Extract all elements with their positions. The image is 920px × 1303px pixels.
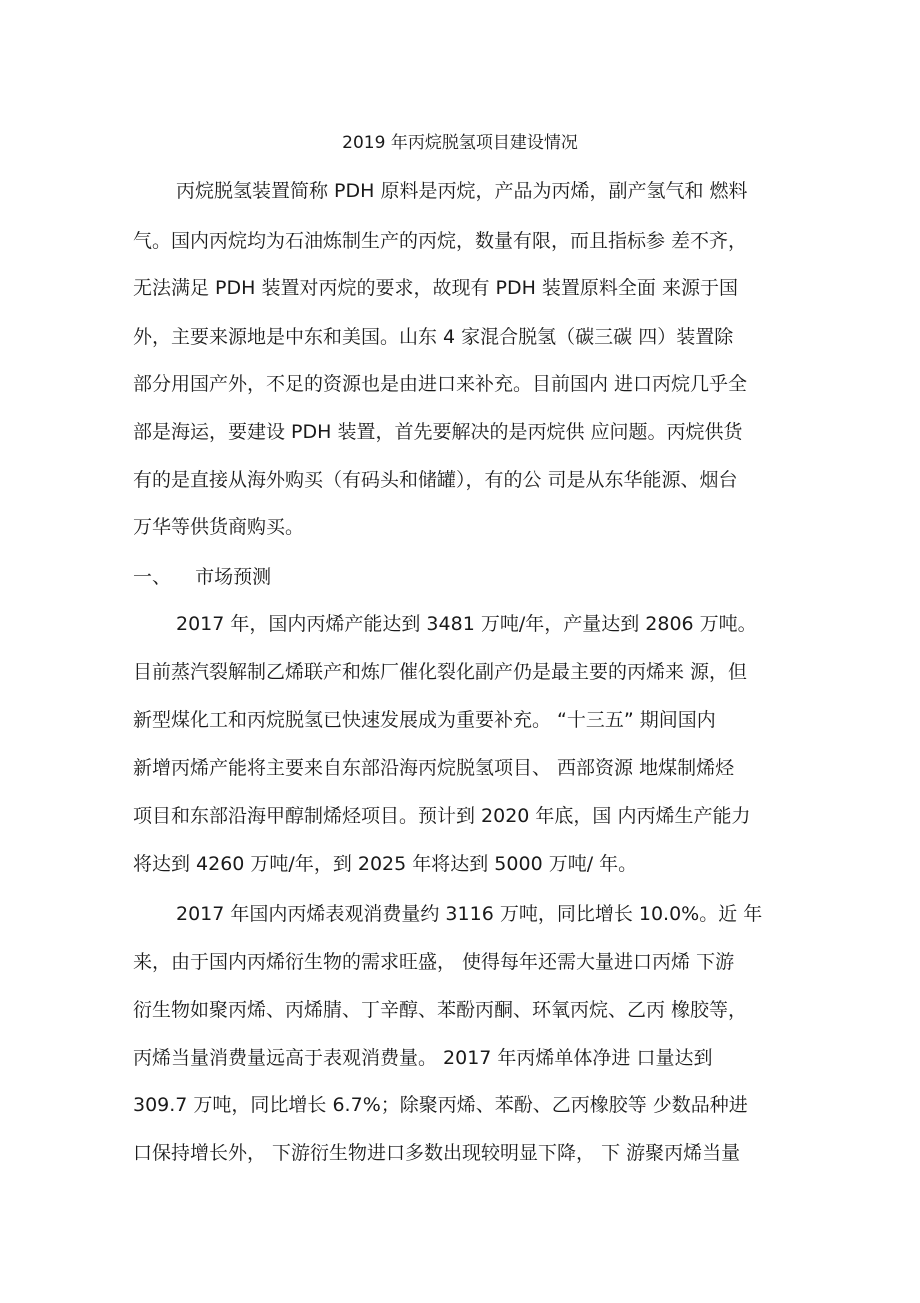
paragraph-line: 目前蒸汽裂解制乙烯联产和炼厂催化裂化副产仍是最主要的丙烯来 源，但 [133, 661, 748, 683]
paragraph-line: 气。国内丙烷均为石油炼制生产的丙烷，数量有限，而且指标参 差不齐， [133, 230, 748, 252]
paragraph-line: 2017 年国内丙烯表观消费量约 3116 万吨，同比增长 10.0%。近 年 [176, 903, 763, 925]
paragraph-line: 来，由于国内丙烯衍生物的需求旺盛， 使得每年还需大量进口丙烯 下游 [133, 951, 735, 973]
document-title: 2019 年丙烷脱氢项目建设情况 [342, 133, 578, 153]
paragraph-line: 万华等供货商购买。 [133, 516, 305, 538]
paragraph-line: 2017 年，国内丙烯产能达到 3481 万吨/年，产量达到 2806 万吨。 [176, 613, 757, 635]
paragraph-line: 部分用国产外，不足的资源也是由进口来补充。目前国内 进口丙烷几乎全 [133, 373, 748, 395]
paragraph-line: 丙烯当量消费量远高于表观消费量。 2017 年丙烯单体净进 口量达到 [133, 1047, 713, 1069]
paragraph-line: 新增丙烯产能将主要来自东部沿海丙烷脱氢项目、 西部资源 地煤制烯烃 [133, 757, 735, 779]
paragraph-line: 无法满足 PDH 装置对丙烷的要求，故现有 PDH 装置原料全面 来源于国 [133, 277, 738, 299]
paragraph-line: 丙烷脱氢装置简称 PDH 原料是丙烷，产品为丙烯，副产氢气和 燃料 [176, 180, 748, 202]
paragraph-line: 309.7 万吨，同比增长 6.7%；除聚丙烯、苯酚、乙丙橡胶等 少数品种进 [133, 1094, 748, 1116]
paragraph-line: 外，主要来源地是中东和美国。山东 4 家混合脱氢（碳三碳 四）装置除 [133, 326, 734, 348]
paragraph-line: 项目和东部沿海甲醇制烯烃项目。预计到 2020 年底，国 内丙烯生产能力 [133, 805, 751, 827]
paragraph-line: 口保持增长外， 下游衍生物进口多数出现较明显下降， 下 游聚丙烯当量 [133, 1142, 741, 1164]
paragraph-line: 将达到 4260 万吨/年，到 2025 年将达到 5000 万吨/ 年。 [133, 853, 638, 875]
paragraph-line: 部是海运，要建设 PDH 装置，首先要解决的是丙烷供 应问题。丙烷供货 [133, 421, 743, 443]
paragraph-line: 衍生物如聚丙烯、丙烯腈、丁辛醇、苯酚丙酮、环氧丙烷、乙丙 橡胶等， [133, 999, 748, 1021]
section-heading: 一、 市场预测 [133, 566, 272, 588]
paragraph-line: 有的是直接从海外购买（有码头和储罐），有的公 司是从东华能源、烟台 [133, 469, 738, 491]
paragraph-line: 新型煤化工和丙烷脱氢已快速发展成为重要补充。 “十三五” 期间国内 [133, 709, 716, 731]
